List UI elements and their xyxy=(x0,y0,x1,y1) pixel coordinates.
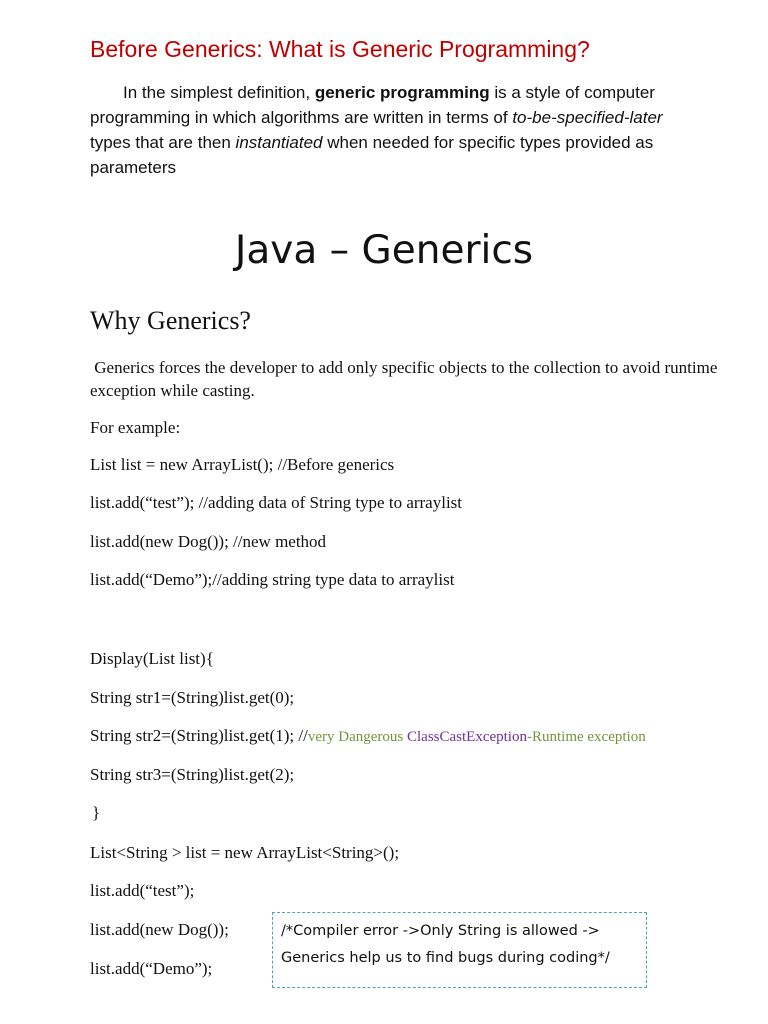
code-line-6: String str1=(String)list.get(0); xyxy=(90,688,295,707)
intro-italic-term-1: to-be-specified-later xyxy=(512,108,663,127)
section-description-text: Generics forces the developer to add only specific objects to the collection to avoid runtime exception while casting. xyxy=(90,358,718,400)
code-line-10: List<String > list = new ArrayList<String>(); xyxy=(90,843,400,862)
code-line-13: list.add(“Demo”); xyxy=(90,959,213,978)
code-comment-runtime: -Runtime exception xyxy=(526,729,646,745)
code-line-7 xyxy=(90,726,646,746)
code-line-1: List list = new ArrayList(); //Before generics xyxy=(90,455,395,474)
code-line-9: } xyxy=(92,803,101,822)
intro-text-4: when needed for specific types provided as parameters xyxy=(90,133,654,177)
code-comment-exception: ClassCastException xyxy=(406,729,527,745)
intro-italic-term-2: instantiated xyxy=(235,133,323,152)
intro-text-2: is a style of computer programming in which algorithms are written in terms of xyxy=(90,83,655,127)
code-line-12: list.add(new Dog()); xyxy=(90,920,229,939)
section-heading: Why Generics? xyxy=(90,306,251,335)
code-line-for-example: For example: xyxy=(90,418,181,437)
compiler-note-line-2: Generics help us to find bugs during coding*/ xyxy=(281,950,610,966)
section-description xyxy=(90,356,730,402)
code-line-8: String str3=(String)list.get(2); xyxy=(90,765,295,784)
code-line-3: list.add(new Dog()); //new method xyxy=(90,532,327,551)
page-title: Java – Generics xyxy=(234,228,534,273)
code-line-11: list.add(“test”); xyxy=(90,881,195,900)
compiler-note-line-1: /*Compiler error ->Only String is allowed -> xyxy=(281,923,600,939)
intro-bold-term: generic programming xyxy=(314,83,490,102)
compiler-note xyxy=(281,918,641,972)
intro-text-1: In the simplest definition, xyxy=(123,83,315,102)
code-line-4: list.add(“Demo”);//adding string type data to arraylist xyxy=(90,570,455,589)
code-line-5: Display(List list){ xyxy=(90,649,214,668)
code-line-2: list.add(“test”); //adding data of String type to arraylist xyxy=(90,493,463,512)
code-line-7-code: String str2=(String)list.get(1); // xyxy=(90,726,308,745)
intro-text-3: types that are then xyxy=(90,133,236,152)
code-comment-dangerous: very Dangerous xyxy=(307,729,407,745)
intro-paragraph xyxy=(90,80,690,180)
intro-heading: Before Generics: What is Generic Programming? xyxy=(90,36,590,62)
